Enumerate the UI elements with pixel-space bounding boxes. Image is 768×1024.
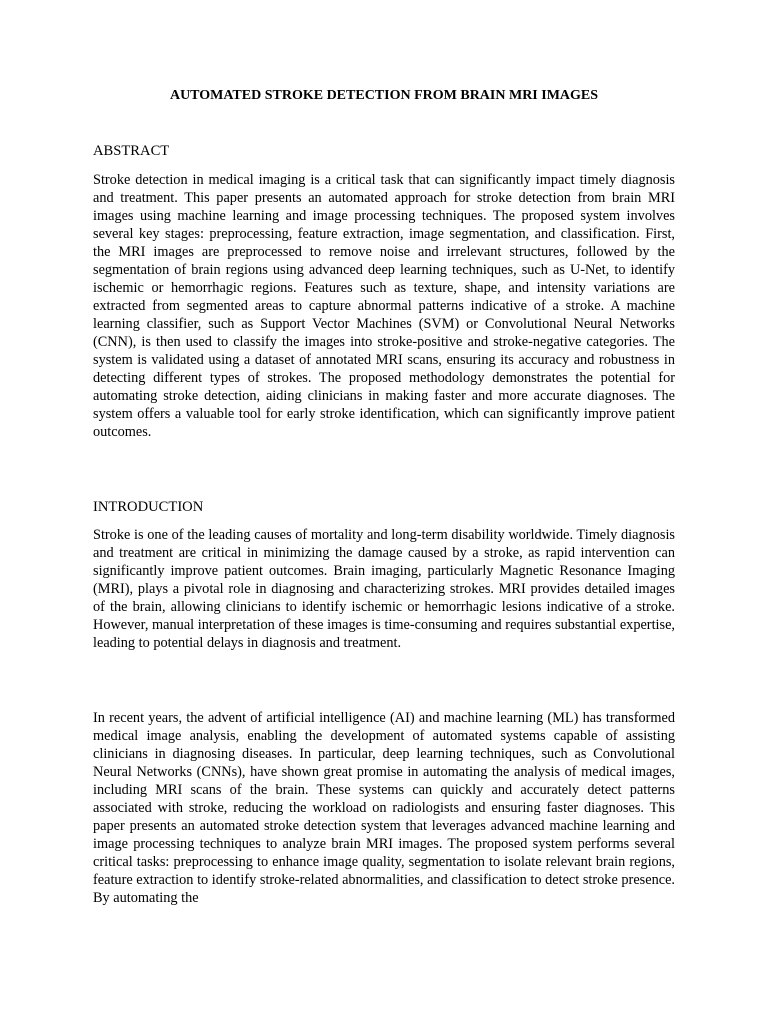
abstract-paragraph: Stroke detection in medical imaging is a critical task that can significantly impact timely diagnosis and treatment. This paper presents an automated approach for stroke detection from brain MRI images using machine learning and image processing techniques. The proposed system involves several key stages: preprocessing, feature extraction, image segmentation, and classification. First, the MRI images are preprocessed to remove noise and irrelevant structures, followed by the segmentation of brain regions using advanced deep learning techniques, such as U-Net, to identify ischemic or hemorrhagic regions. Features such as texture, shape, and intensity variations are extracted from segmented areas to capture abnormal patterns indicative of a stroke. A machine learning classifier, such as Support Vector Machines (SVM) or Convolutional Neural Networks (CNN), is then used to classify the images into stroke-positive and stroke-negative categories. The system is validated using a dataset of annotated MRI scans, ensuring its accuracy and robustness in detecting different types of strokes. The proposed methodology demonstrates the potential for automating stroke detection, aiding clinicians in making faster and more accurate diagnoses. The system offers a valuable tool for early stroke identification, which can significantly improve patient outcomes. <box>93 172 675 440</box>
paper-title: AUTOMATED STROKE DETECTION FROM BRAIN MRI IMAGES <box>169 88 599 103</box>
abstract-heading: ABSTRACT <box>93 143 170 159</box>
introduction-heading: INTRODUCTION <box>93 499 204 515</box>
introduction-paragraph-1: Stroke is one of the leading causes of mortality and long-term disability worldwide. Timely diagnosis and treatment are critical in minimizing the damage caused by a stroke, as rapid intervention can significantly improve patient outcomes. Brain imaging, particularly Magnetic Resonance Imaging (MRI), plays a pivotal role in diagnosing and characterizing strokes. MRI provides detailed images of the brain, allowing clinicians to identify ischemic or hemorrhagic lesions indicative of a stroke. However, manual interpretation of these images is time-consuming and requires substantial expertise, leading to potential delays in diagnosis and treatment. <box>93 527 675 651</box>
introduction-paragraph-2: In recent years, the advent of artificial intelligence (AI) and machine learning (ML) has transformed medical image analysis, enabling the development of automated systems capable of assisting clinicians in diagnosing diseases. In particular, deep learning techniques, such as Convolutional Neural Networks (CNNs), have shown great promise in automating the analysis of medical images, including MRI scans of the brain. These systems can quickly and accurately detect patterns associated with stroke, reducing the workload on radiologists and ensuring faster diagnoses. This paper presents an automated stroke detection system that leverages advanced machine learning and image processing techniques to analyze brain MRI images. The proposed system performs several critical tasks: preprocessing to enhance image quality, segmentation to isolate relevant brain regions, feature extraction to identify stroke-related abnormalities, and classification to detect stroke presence. By automating the <box>93 710 675 906</box>
